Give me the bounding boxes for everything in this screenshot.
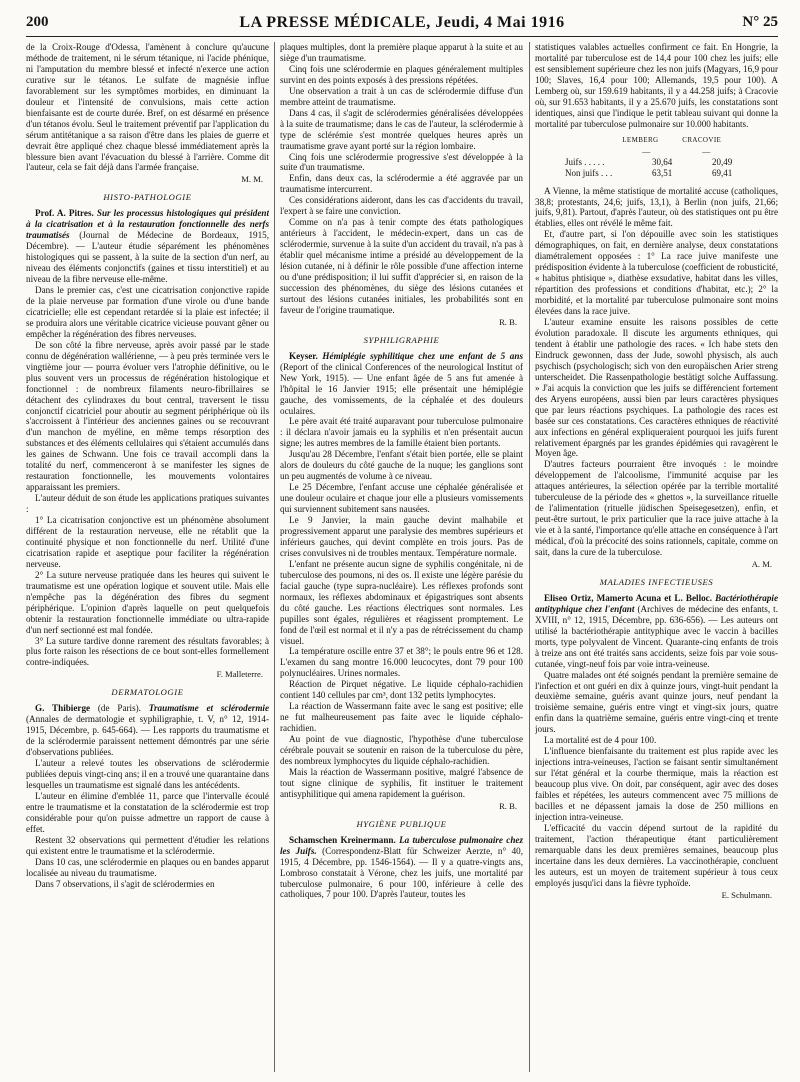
paragraph: Réaction de Pirquet négative. Le liquide céphalo-rachidien contient 140 cellules par cm³, dont 132 petits lymphocytes.	[280, 679, 523, 701]
page-number: 200	[26, 14, 49, 30]
journal-title: LA PRESSE MÉDICALE, Jeudi, 4 Mai 1916	[239, 14, 565, 31]
article-reference: (Archives de médecine des enfants, t. XVIII, n° 12, 1915, Décembre, pp. 636-656). — Les auteurs ont utilisé la bactériothérapie antityphique avec le vaccin à bacilles morts, type polyvalent de Vincent. Quarante-cinq enfants de trois à treize ans ont été traités sans accidents, seize fois par voie sous-cutanée, vingt-neuf fois par voie intra-veineuse.	[535, 603, 778, 669]
table-row	[561, 157, 736, 168]
signature: E. Schulmann.	[721, 889, 772, 900]
table-dash: —	[642, 146, 651, 156]
paragraph: La réaction de Wassermann faite avec le sang est positive; elle ne fut malheureusement pas faite avec le liquide céphalo-rachidien.	[280, 701, 523, 734]
article-lead	[535, 593, 778, 670]
signature: F. Malleterre.	[216, 669, 263, 680]
section-heading: MALADIES INFECTIEUSES	[599, 576, 714, 587]
paragraph: D'autres facteurs pourraient être invoqués : le moindre développement de l'alcoolisme, l'immunité acquise par les attaques antérieures, la sélection opérée par la terrible mortalité tuberculeuse de la période des « ghettos », la surveillance rituelle de l'alimentation (rituelle jüdischen Speisegesetzen), enfin, et peut-être surtout, le prix particulier que la race juive attache à la vie et à la santé, l'importance qu'elle attache en conséquence à l'art médical, d'où la précocité des soins rationnels, capitale, comme on sait, dans la cure de la tuberculose.	[535, 459, 778, 558]
table-header: CRACOVIE	[682, 135, 722, 144]
signature: M. M.	[241, 174, 263, 185]
article-author: Prof. A. Pitres.	[35, 208, 94, 219]
table-cell: 63,51	[652, 167, 673, 178]
paragraph: L'auteur a relevé toutes les observations de sclérodermie publiées depuis vingt-cinq ans; il en a trouvé une quarantaine dans lesquelles un traumatisme est signalé dans les antécédents.	[26, 758, 269, 790]
table-cell: 30,64	[652, 156, 673, 167]
paragraph: Jusqu'au 28 Décembre, l'enfant s'était bien portée, elle se plaint alors de douleurs du côté gauche de la nuque; les ganglions sont un peu augmentés de volume à ce niveau.	[280, 449, 523, 482]
article-reference: (Journal de Médecine de Bordeaux, 1915, Décembre). — L'auteur étudie séparément les phénomènes histologiques qui se passent, à la suite de la section d'un nerf, au niveau des éléments conjonctifs (gaines et tissu interstitiel) et au niveau de la fibre nerveuse elle-même.	[26, 230, 269, 285]
paragraph: Mais la réaction de Wassermann positive, malgré l'absence de tout signe clinique de syphilis, fit instituer le traitement antisyphilitique qui amena rapidement la guérison.	[280, 766, 523, 799]
article-lead	[280, 351, 523, 417]
section-heading: DERMATOLOGIE	[111, 687, 184, 698]
paragraph: Comme on n'a pas à tenir compte des états pathologiques antérieurs à l'accident, le médecin-expert, dans un cas de sclérodermie, survenue à la suite d'un accident du travail, n'a pas à établir quel mécanisme intime a présidé au développement de la lésion cutanée, ni à définir le rôle possible d'une affection interne ou d'une prédisposition; il lui suffit d'apprécier si, en raison de la succession des phénomènes, du siège des lésions cutanées et surtout des lésions cutanées initiales, les probabilités sont en faveur de l'origine traumatique.	[280, 217, 523, 315]
article-title: Sur les processus histologiques qui président à la cicatrisation et à la restauration fonctionnelle des nerfs traumatisés	[26, 208, 269, 241]
article-reference: (Correspondenz-Blatt für Schweizer Aerzte, n° 40, 1915, 4 Décembre, pp. 1546-1564). — Il y a quatre-vingts ans, Lombroso constatait à Vérone, chez les juifs, une mortalité par tuberculose pulmonaire, 6 pour 100, inférieure à celle des catholiques, 7 pour 100. D'après l'auteur, toutes les	[280, 845, 523, 900]
paragraph: Ces considérations aideront, dans les cas d'accidents du travail, l'expert à se faire une conviction.	[280, 195, 523, 217]
article-lead	[280, 835, 523, 901]
paragraph: Dans 4 cas, il s'agit de sclérodermies généralisées développées à la suite de traumatisme; dans le cas de l'auteur, la sclérodermie à type de sclérémie s'est montrée quelques heures après un traumatisme grave ayant porté sur la région lombaire.	[280, 107, 523, 151]
paragraph: 3° La suture tardive donne rarement des résultats favorables; à plus forte raison les résections de ce bout sont-elles formellement contre-indiquées.	[26, 635, 269, 668]
paragraph: Une observation a trait à un cas de sclérodermie diffuse d'un membre atteint de traumatisme.	[280, 85, 523, 107]
article-title: Bactériothérapie antityphique chez l'enfant	[535, 592, 778, 614]
paragraph: L'enfant ne présente aucun signe de syphilis congénitale, ni de tuberculose des poumons, ni des os. Il existe une légère parésie du facial gauche (type supra-nucléaire). Les réflexes profonds sont normaux, les réflexes abdominaux et épigastriques sont absents du côté gauche. Les réactions électriques sont normales. Les pupilles sont égales, régulières et réagissent promptement. Le fond de l'œil est normal et il n'y a pas de rétrécissement du champ visuel.	[280, 558, 523, 646]
table-row-label: Juifs . . . . .	[565, 156, 605, 167]
article-title: Traumatisme et sclérodermie	[148, 703, 269, 714]
paragraph: A Vienne, la même statistique de mortalité accuse (catholiques, 38,8; protestants, 24,6; juifs, 13,1), à Berlin (non juifs, 21,66; juifs, 9,81). Partout, d'après l'auteur, où des statistiques ont pu être établies, elles ont révélé le même fait.	[535, 185, 778, 229]
article-lead	[26, 703, 269, 758]
paragraph: Le 9 Janvier, la main gauche devint malhabile et progressivement apparut une paralysie des membres supérieurs et inférieurs gauches, qui devint complète en trois jours. Pas de crises convulsives ni de troubles mentaux. Température normale.	[280, 515, 523, 558]
paragraph: Enfin, dans deux cas, la sclérodermie a été aggravée par un traumatisme intercurrent.	[280, 173, 523, 195]
paragraph: L'auteur examine ensuite les raisons possibles de cette évolution paradoxale. Il discute les arguments ethniques, qui tendent à établir une pathologie des races. « Ich habe stets den Eindruck gewonnen, dass der Jude, sowohl physisch, als auch psychisch (psychologisch; sich von den europäischen Arier streng unterscheidet. Die Rassenpathologie bestätigt solche Auffassung. » J'ai acquis la conviction que les juifs se différencient fortement des Aryens européens, aussi bien par leurs caractères physiques que par leurs réactions psychiques. La pathologie des races est basée sur ces constatations. Ces caractères ethniques de réactivité aux infections en général expliqueraient pourquoi les juifs furent relativement épargnés par les grandes épidémies qui ravagèrent le Moyen âge.	[535, 317, 778, 459]
paragraph: Le 25 Décembre, l'enfant accuse une céphalée généralisée et une douleur oculaire et chaque jour elle a plusieurs vomissements qui surviennent subitement sans nausées.	[280, 482, 523, 515]
paragraph: L'influence bienfaisante du traitement est plus rapide avec les injections intra-veineuses, l'action se faisant sentir simultanément sur l'état général et la courbe thermique, mais la réaction est beaucoup plus vive. On doit, par conséquent, agir avec des doses faibles et répétées, les auteurs commencent avec 75 millions de bacilles et ne dépassent jamais la dose de 250 millions en injection intra-veineuse.	[535, 746, 778, 822]
article-author: Schamschen Kreinermann.	[289, 834, 396, 845]
paragraph: Cinq fois une sclérodermie progressive s'est développée à la suite d'un traumatisme.	[280, 151, 523, 173]
article-author-location: (de Paris).	[97, 703, 141, 714]
paragraph: L'efficacité du vaccin dépend surtout de la rapidité du traitement, l'action thérapeutique étant particulièrement remarquable dans les deux premières semaines, beaucoup plus incertaine dans les deux dernières. La vaccinothérapie, concluent les auteurs, est un moyen de traitement supérieur à tous ceux employés jusqu'ici dans la fièvre typhoïde.	[535, 822, 778, 888]
table-cell: 69,41	[712, 167, 733, 178]
article-reference: (Report of the clinical Conferences of the neurological Institut of New York, 1915). — Une enfant âgée de 5 ans fut amenée à l'hôpital le 16 Janvier 1915; elle présentait une hémiplégie gauche, des vomissements, de la céphalée et des douleurs oculaires.	[280, 361, 523, 416]
paragraph: 2° La suture nerveuse pratiquée dans les heures qui suivent le traumatisme est une opération logique et souvent utile. Mais elle n'empêche pas la dégénération des fibres du segment périphérique. L'opinion d'après laquelle on peut quelquefois obtenir la restauration fonctionnelle immédiate ou ultra-rapide d'un nerf sectionné est mal fondée.	[26, 569, 269, 635]
signature: R. B.	[499, 316, 517, 327]
column-left	[26, 42, 269, 1072]
header-rule	[26, 36, 778, 37]
table-row	[561, 168, 736, 179]
article-author: Eliseo Ortiz, Mamerto Acuna et L. Belloc.	[544, 592, 713, 603]
paragraph: 1° La cicatrisation conjonctive est un phénomène absolument différent de la restauration nerveuse, elle ne rétablit que la continuité physique et non fonctionnelle du nerf. Utilité d'une cicatrisation rapide et aseptique pour faciliter la régénération nerveuse.	[26, 515, 269, 569]
issue-number: N° 25	[742, 14, 778, 30]
table-header: LEMBERG	[622, 135, 659, 144]
paragraph: Dans 10 cas, une sclérodermie en plaques ou en bandes apparut localisée au niveau du traumatisme.	[26, 856, 269, 878]
article-reference: (Annales de dermatologie et syphiligraphie, t. V, n° 12, 1914-1915, Décembre, p. 645-664). — Les rapports du traumatisme et de la sclérodermie paraissent nettement démontrés par une série d'observations publiées.	[26, 714, 269, 758]
paragraph: plaques multiples, dont la première plaque apparut à la suite et au siège d'un traumatisme.	[280, 42, 523, 63]
table-row-label: Non juifs . . .	[565, 167, 613, 178]
paragraph: Restent 32 observations qui permettent d'étudier les relations qui existent entre le traumatisme et la sclérodermie.	[26, 834, 269, 856]
mortality-table	[561, 135, 736, 179]
article-lead	[26, 208, 269, 285]
paragraph: Et, d'autre part, si l'on dépouille avec soin les statistiques démographiques, on fait, en dernière analyse, deux constatations diamétralement opposées : 1° La race juive manifeste une prédisposition évidente à la tuberculose (coefficient de robusticité, « habitus phtisique », diathèse exsudative, habitat dans les villes, répartition des professions et conditions d'habitat, etc.); 2° la morbidité, et la mortalité par tuberculose pulmonaire sont moins élevées dans la race juive.	[535, 229, 778, 317]
signature: R. B.	[499, 800, 517, 811]
section-heading: HYGIÈNE PUBLIQUE	[356, 818, 447, 829]
section-heading: HISTO-PATHOLOGIE	[103, 192, 192, 203]
article-title: Hémiplégie syphilitique chez une enfant de 5 ans	[322, 350, 523, 361]
paragraph: L'auteur en élimine d'emblée 11, parce que l'intervalle écoulé entre le traumatisme et la constatation de la sclérodermie est trop considérable pour qu'on puisse admettre un rapport de cause à effet.	[26, 790, 269, 834]
article-title: La tuberculose pulmonaire chez les Juifs.	[280, 834, 523, 856]
column-divider	[529, 42, 530, 1072]
table-dash: —	[702, 146, 711, 156]
paragraph: Le père avait été traité auparavant pour tuberculose pulmonaire : il déclara n'avoir jamais eu la syphilis et n'en présentait aucun signe; les autres membres de la famille étaient bien portants.	[280, 416, 523, 449]
paragraph: Cinq fois une sclérodermie en plaques généralement multiples survint en des points exposés à des pressions répétées.	[280, 63, 523, 85]
paragraph: Dans le premier cas, c'est une cicatrisation conjonctive rapide de la plaie nerveuse par formation d'une virole ou d'une bande cicatricielle; elle est cependant retardée si la plaie est infectée; il se produira alors une véritable cicatrice vicieuse pouvant gêner ou empêcher la régénération des fibres nerveuses.	[26, 285, 269, 339]
paragraph: Au point de vue diagnostic, l'hypothèse d'une tuberculose cérébrale pouvait se soutenir en raison de la tuberculose du père, des nombreux lymphocytes du liquide céphalo-rachidien.	[280, 734, 523, 766]
paragraph: Dans 7 observations, il s'agit de sclérodermies en	[35, 878, 215, 889]
column-middle	[280, 42, 523, 1072]
table-cell: 20,49	[712, 156, 733, 167]
paragraph: Quatre malades ont été soignés pendant la première semaine de l'infection et ont guéri en dix à quinze jours, vingt-huit pendant la deuxième semaine, guéris avant quinze jours, neuf pendant la troisième semaine, guéris entre vingt et vingt-six jours, quatre enfin dans la quatrième semaine, guéris entre vingt-cinq et trente jours.	[535, 669, 778, 735]
signature: A. M.	[751, 558, 772, 569]
paragraph: L'auteur déduit de son étude les applications pratiques suivantes :	[26, 493, 269, 515]
paragraph: La température oscille entre 37 et 38°; le pouls entre 96 et 128. L'examen du sang montre 16.000 leucocytes, dont 79 pour 100 polynucléaires. Urines normales.	[280, 646, 523, 679]
column-divider	[274, 42, 275, 1072]
column-right	[535, 42, 778, 1072]
paragraph: de la Croix-Rouge d'Odessa, l'amènent à conclure qu'aucune méthode de traitement, ni le sérum tétanique, ni l'acide phénique, ni l'amputation du membre blessé et infecté n'exerce une action curative sur le tétanos. Le sulfate de magnésie influe favorablement sur les symptômes morbides, en diminuant la douleur et l'intensité de convulsions, mais cette action bienfaisante est de courte durée. Bref, on est désarmé en présence d'un tétanos évolu. Seul le traitement préventif par l'application du sérum antitétanique a sa raison d'être dans les plaies de guerre et devrait être appliqué chez chaque blessé immédiatement après la blessure bien avant l'évacuation du blessé à l'arrière. Comme dit l'auteur, cela se fait déjà dans l'armée française.	[26, 42, 269, 173]
section-heading: SYPHILIGRAPHIE	[363, 334, 440, 345]
paragraph: De son côté la fibre nerveuse, après avoir passé par le stade connu de dégénération wallérienne, — à peu près terminée vers le vingtième jour — pourra évoluer vers l'atrophie définitive, ou le plus souvent vers un processus de régénération histologique et fonctionnel : de nombreux filaments neuro-fibrillaires se détachent des cylindraxes du bout central, traversent le tissu conjonctif cicatriciel pour aboutir au segment périphérique où ils s'accroissent à l'intérieur des anciennes gaines ou se recouvrant d'un manchon de myéline, en même temps résorption des substances et des éléments cellulaires qui s'étaient accumulés dans les gaines de Schwann. Une fois ce travail accompli dans la totalité du nerf, commenceront à se manifester les signes de restauration fonctionnelle, les mouvements volontaires apparaissant les premiers.	[26, 339, 269, 493]
paragraph: La mortalité est de 4 pour 100.	[544, 735, 657, 746]
article-author: Keyser.	[289, 350, 318, 361]
article-author: G. Thibierge	[35, 703, 91, 714]
page-header	[26, 14, 778, 34]
paragraph: statistiques valables actuelles confirment ce fait. En Hongrie, la mortalité par tuberculose est de 14,4 pour 100 chez les juifs; elle est sensiblement supérieure chez les non juifs (Magyars, 16,9 pour 100; Slaves, 16,4 pour 100; Allemands, 19,5 pour 100). A Lemberg où, sur 159.619 habitants, il y a 44.258 juifs; à Cracovie où, sur 91.653 habitants, il y a 25.670 juifs, les constatations sont identiques, ainsi que l'indique le petit tableau suivant qui donne la mortalité par tuberculose pulmonaire sur 10.000 habitants.	[535, 42, 778, 129]
